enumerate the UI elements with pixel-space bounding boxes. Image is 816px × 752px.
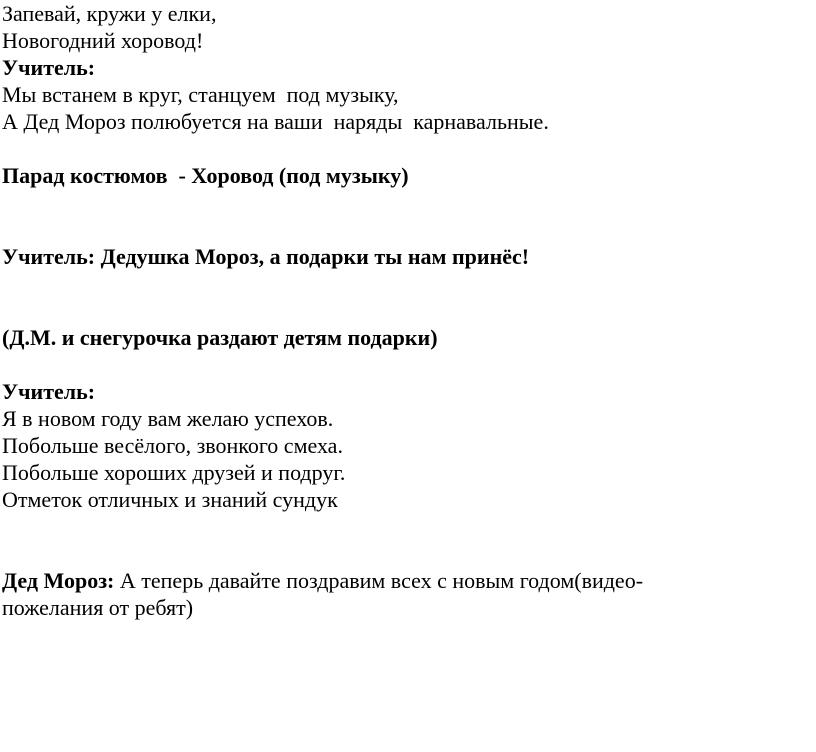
spacer	[2, 135, 814, 162]
wish-line-1: Я в новом году вам желаю успехов.	[2, 406, 334, 431]
spacer	[2, 189, 814, 243]
stage-direction-gifts: (Д.М. и снегурочка раздают детям подарки)	[2, 325, 438, 350]
stage-direction-parade: Парад костюмов - Хоровод (под музыку)	[2, 163, 409, 188]
speaker-teacher-1: Учитель:	[2, 55, 96, 80]
spacer	[2, 513, 814, 567]
santa-line-2: пожелания от ребят)	[2, 595, 194, 620]
wish-line-3: Побольше хороших друзей и подруг.	[2, 460, 346, 485]
document-body	[2, 0, 814, 621]
spacer	[2, 270, 814, 324]
teacher-line-2: А Дед Мороз полюбуется на ваши наряды карнавальные.	[2, 109, 549, 134]
speaker-ded-moroz: Дед Мороз:	[2, 568, 115, 593]
wish-line-2: Побольше весёлого, звонкого смеха.	[2, 433, 343, 458]
teacher-question: Учитель: Дедушка Мороз, а подарки ты нам принёс!	[2, 244, 530, 269]
speaker-teacher-2: Учитель:	[2, 379, 96, 404]
poem-line-2: Новогодний хоровод!	[2, 28, 204, 53]
wish-line-4: Отметок отличных и знаний сундук	[2, 487, 338, 512]
teacher-line-1: Мы встанем в круг, станцуем под музыку,	[2, 82, 399, 107]
santa-line-1	[2, 567, 814, 594]
spacer	[2, 351, 814, 378]
santa-text: А теперь давайте поздравим всех с новым годом(видео-	[114, 568, 644, 593]
poem-line-1: Запевай, кружи у елки,	[2, 1, 217, 26]
